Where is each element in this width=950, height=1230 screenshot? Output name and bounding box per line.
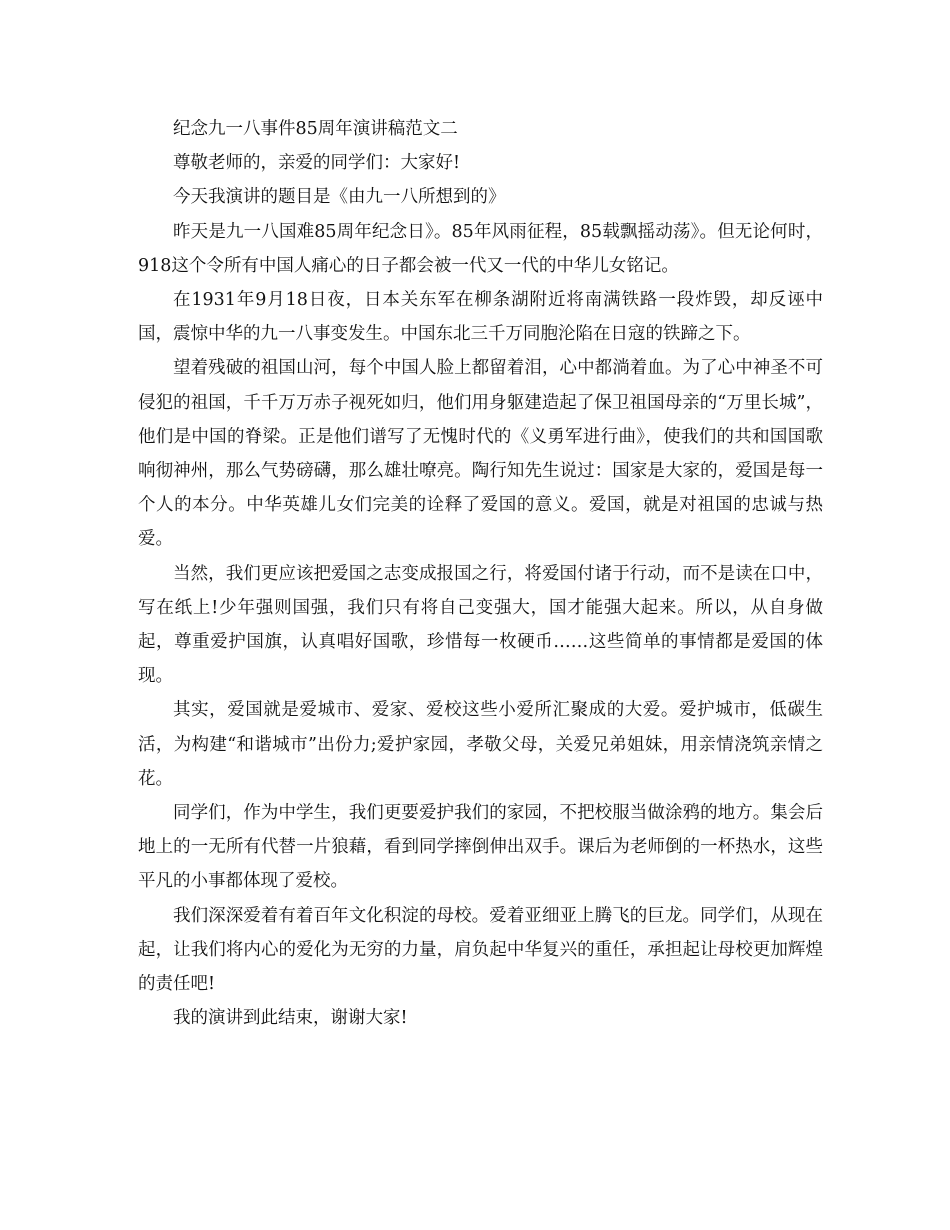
paragraph-3: 望着残破的祖国山河，每个中国人脸上都留着泪，心中都淌着血。为了心中神圣不可侵犯的祖国，千千万万赤子视死如归，他们用身躯建造起了保卫祖国母亲的“万里长城”，他们是中国的脊梁。正是他们谱写了无愧时代的《义勇军进行曲》，使我们的共和国国歌响彻神州，那么气势磅礴，那么雄壮嘹亮。陶行知先生说过：国家是大家的，爱国是每一个人的本分。中华英雄儿女们完美的诠释了爱国的意义。爱国，就是对祖国的忠诚与热爱。: [138, 358, 823, 550]
paragraph-2: 在1931年9月18日夜，日本关东军在柳条湖附近将南满铁路一段炸毁，却反诬中国，震惊中华的九一八事变发生。中国东北三千万同胞沦陷在日寇的铁蹄之下。: [138, 290, 823, 345]
paragraph-6: 同学们，作为中学生，我们更要爱护我们的家园，不把校服当做涂鸦的地方。集会后地上的一无所有代替一片狼藉，看到同学摔倒伸出双手。课后为老师倒的一杯热水，这些平凡的小事都体现了爱校。: [138, 803, 823, 892]
greeting-line: 尊敬老师的，亲爱的同学们：大家好!: [173, 153, 461, 174]
paragraph-1: 昨天是九一八国难85周年纪念日》。85年风雨征程，85载飘摇动荡》。但无论何时，918这个令所有中国人痛心的日子都会被一代又一代的中华儿女铭记。: [138, 221, 823, 276]
document-title: 纪念九一八事件85周年演讲稿范文二: [173, 119, 458, 139]
document-body: [138, 112, 823, 1035]
closing-line: 我的演讲到此结束，谢谢大家!: [173, 1008, 408, 1029]
speech-topic: 今天我演讲的题目是《由九一八所想到的》: [173, 187, 506, 208]
paragraph-4: 当然，我们更应该把爱国之志变成报国之行，将爱国付诸于行动，而不是读在口中，写在纸上!少年强则国强，我们只有将自己变强大，国才能强大起来。所以，从自身做起，尊重爱护国旗，认真唱好国歌，珍惜每一枚硬币……这些简单的事情都是爱国的体现。: [138, 563, 823, 687]
paragraph-7: 我们深深爱着有着百年文化积淀的母校。爱着亚细亚上腾飞的巨龙。同学们，从现在起，让我们将内心的爱化为无穷的力量，肩负起中华复兴的重任，承担起让母校更加辉煌的责任吧!: [138, 905, 823, 995]
paragraph-5: 其实，爱国就是爱城市、爱家、爱校这些小爱所汇聚成的大爱。爱护城市，低碳生活，为构建“和谐城市”出份力;爱护家园，孝敬父母，关爱兄弟姐妹，用亲情浇筑亲情之花。: [138, 700, 823, 789]
